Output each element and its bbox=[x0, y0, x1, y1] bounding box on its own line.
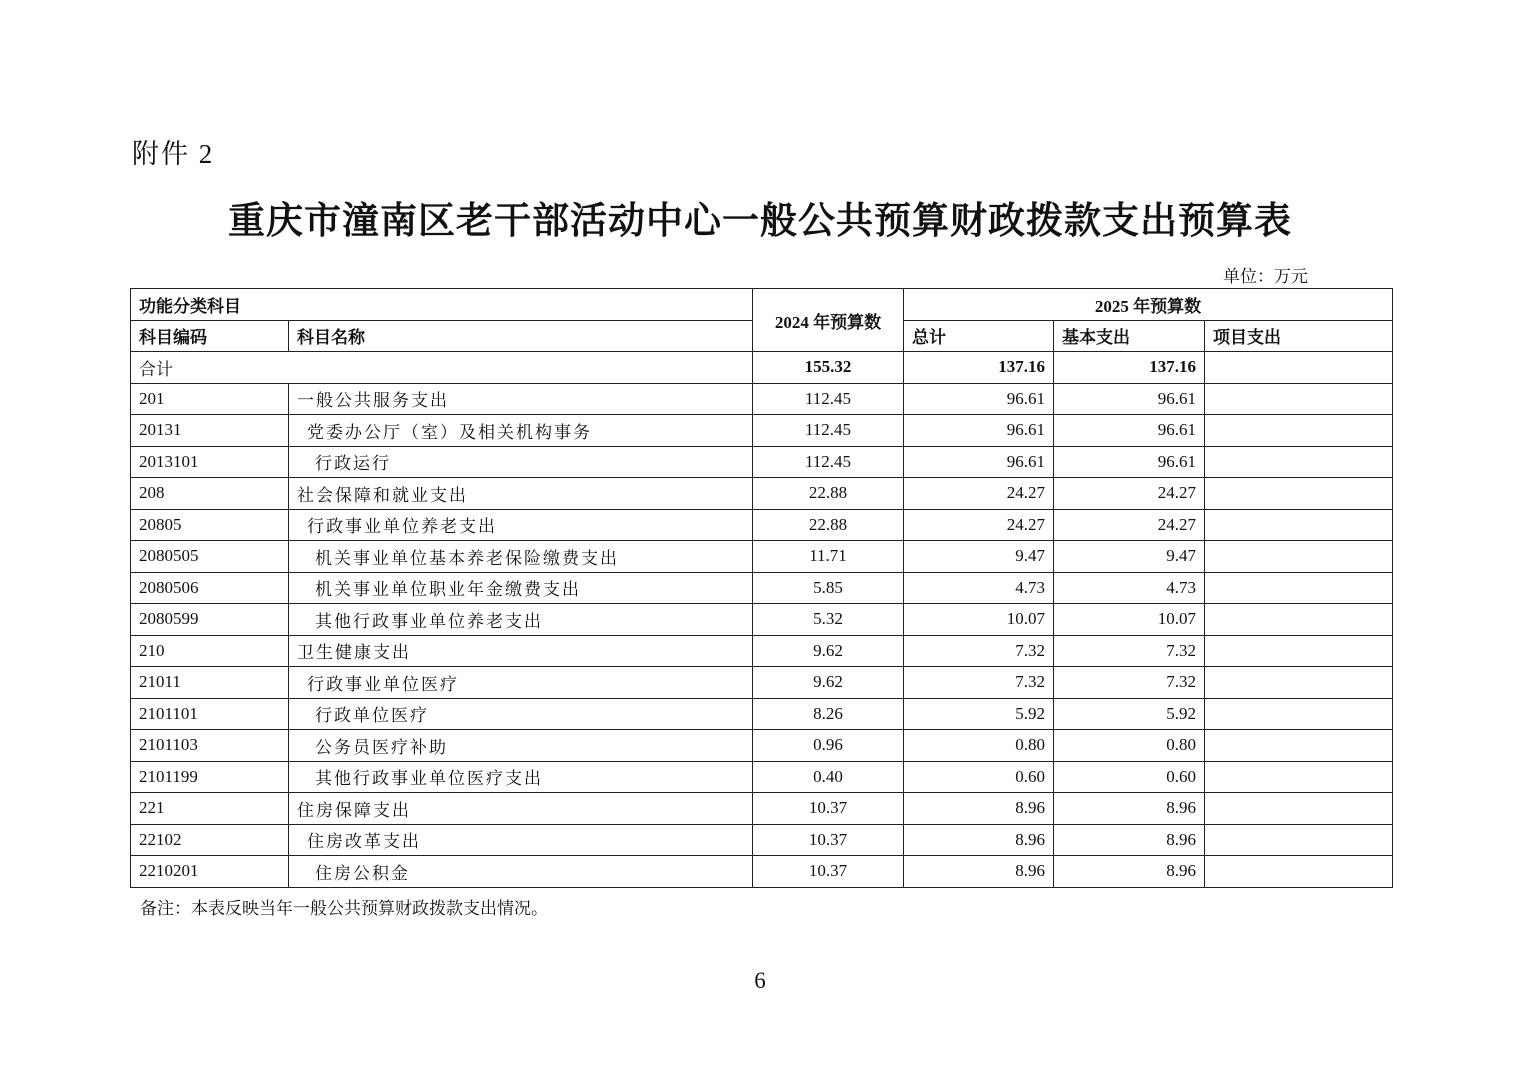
row-total: 7.32 bbox=[904, 667, 1054, 699]
table-row bbox=[131, 478, 1393, 510]
unit-label: 单位：万元 bbox=[1223, 267, 1308, 286]
row-basic: 24.27 bbox=[1054, 509, 1205, 541]
table-row bbox=[131, 698, 1393, 730]
row-budget-2024: 11.71 bbox=[753, 541, 904, 573]
row-project bbox=[1205, 793, 1393, 825]
row-budget-2024: 5.85 bbox=[753, 572, 904, 604]
row-name: 一般公共服务支出 bbox=[289, 383, 753, 415]
header-project: 项目支出 bbox=[1205, 320, 1393, 352]
total-label: 合计 bbox=[131, 352, 753, 384]
row-budget-2024: 8.26 bbox=[753, 698, 904, 730]
table-row bbox=[131, 446, 1393, 478]
header-total: 总计 bbox=[904, 320, 1054, 352]
row-total: 7.32 bbox=[904, 635, 1054, 667]
table-row bbox=[131, 761, 1393, 793]
budget-table bbox=[130, 288, 1393, 888]
page-number: 6 bbox=[754, 968, 766, 993]
row-budget-2024: 10.37 bbox=[753, 793, 904, 825]
row-budget-2024: 5.32 bbox=[753, 604, 904, 636]
row-name: 机关事业单位职业年金缴费支出 bbox=[289, 572, 753, 604]
row-code: 2210201 bbox=[131, 856, 289, 888]
header-code: 科目编码 bbox=[131, 320, 289, 352]
row-total: 8.96 bbox=[904, 856, 1054, 888]
row-project bbox=[1205, 446, 1393, 478]
row-name: 住房保障支出 bbox=[289, 793, 753, 825]
table-row bbox=[131, 572, 1393, 604]
row-project bbox=[1205, 383, 1393, 415]
table-row bbox=[131, 415, 1393, 447]
table-row bbox=[131, 856, 1393, 888]
row-basic: 24.27 bbox=[1054, 478, 1205, 510]
table-row bbox=[131, 509, 1393, 541]
row-name: 社会保障和就业支出 bbox=[289, 478, 753, 510]
row-total: 24.27 bbox=[904, 509, 1054, 541]
row-project bbox=[1205, 730, 1393, 762]
row-code: 2101101 bbox=[131, 698, 289, 730]
row-project bbox=[1205, 509, 1393, 541]
row-project bbox=[1205, 698, 1393, 730]
row-name: 行政单位医疗 bbox=[289, 698, 753, 730]
total-budget-2024: 155.32 bbox=[753, 352, 904, 384]
table-row bbox=[131, 667, 1393, 699]
row-total: 8.96 bbox=[904, 824, 1054, 856]
row-basic: 4.73 bbox=[1054, 572, 1205, 604]
row-total: 96.61 bbox=[904, 383, 1054, 415]
row-total: 96.61 bbox=[904, 446, 1054, 478]
row-budget-2024: 22.88 bbox=[753, 478, 904, 510]
row-basic: 96.61 bbox=[1054, 415, 1205, 447]
row-basic: 8.96 bbox=[1054, 793, 1205, 825]
row-project bbox=[1205, 572, 1393, 604]
row-basic: 7.32 bbox=[1054, 667, 1205, 699]
row-name: 卫生健康支出 bbox=[289, 635, 753, 667]
row-total: 5.92 bbox=[904, 698, 1054, 730]
table-row bbox=[131, 793, 1393, 825]
row-code: 221 bbox=[131, 793, 289, 825]
row-code: 210 bbox=[131, 635, 289, 667]
total-basic: 137.16 bbox=[1054, 352, 1205, 384]
row-name: 机关事业单位基本养老保险缴费支出 bbox=[289, 541, 753, 573]
row-basic: 0.80 bbox=[1054, 730, 1205, 762]
row-project bbox=[1205, 415, 1393, 447]
row-project bbox=[1205, 761, 1393, 793]
row-total: 0.80 bbox=[904, 730, 1054, 762]
row-budget-2024: 0.40 bbox=[753, 761, 904, 793]
row-basic: 96.61 bbox=[1054, 446, 1205, 478]
row-name: 其他行政事业单位医疗支出 bbox=[289, 761, 753, 793]
table-row bbox=[131, 383, 1393, 415]
row-code: 2080599 bbox=[131, 604, 289, 636]
row-code: 21011 bbox=[131, 667, 289, 699]
row-code: 20131 bbox=[131, 415, 289, 447]
header-basic: 基本支出 bbox=[1054, 320, 1205, 352]
page-title: 重庆市潼南区老干部活动中心一般公共预算财政拨款支出预算表 bbox=[228, 201, 1292, 242]
row-total: 24.27 bbox=[904, 478, 1054, 510]
total-row bbox=[131, 352, 1393, 384]
row-basic: 0.60 bbox=[1054, 761, 1205, 793]
table-body bbox=[131, 352, 1393, 888]
row-total: 96.61 bbox=[904, 415, 1054, 447]
row-name: 住房公积金 bbox=[289, 856, 753, 888]
row-code: 2101103 bbox=[131, 730, 289, 762]
header-row-1 bbox=[131, 289, 1393, 321]
row-name: 行政事业单位养老支出 bbox=[289, 509, 753, 541]
row-project bbox=[1205, 478, 1393, 510]
row-name: 党委办公厅（室）及相关机构事务 bbox=[289, 415, 753, 447]
row-basic: 9.47 bbox=[1054, 541, 1205, 573]
table-row bbox=[131, 635, 1393, 667]
row-basic: 5.92 bbox=[1054, 698, 1205, 730]
header-name: 科目名称 bbox=[289, 320, 753, 352]
row-total: 4.73 bbox=[904, 572, 1054, 604]
row-budget-2024: 22.88 bbox=[753, 509, 904, 541]
row-name: 住房改革支出 bbox=[289, 824, 753, 856]
total-project bbox=[1205, 352, 1393, 384]
row-project bbox=[1205, 856, 1393, 888]
row-budget-2024: 112.45 bbox=[753, 383, 904, 415]
row-budget-2024: 9.62 bbox=[753, 635, 904, 667]
row-name: 其他行政事业单位养老支出 bbox=[289, 604, 753, 636]
row-budget-2024: 112.45 bbox=[753, 446, 904, 478]
row-total: 9.47 bbox=[904, 541, 1054, 573]
header-budget-2024: 2024 年预算数 bbox=[753, 289, 904, 352]
row-code: 2013101 bbox=[131, 446, 289, 478]
row-project bbox=[1205, 541, 1393, 573]
row-project bbox=[1205, 604, 1393, 636]
table-row bbox=[131, 604, 1393, 636]
table-row bbox=[131, 824, 1393, 856]
row-code: 22102 bbox=[131, 824, 289, 856]
row-code: 201 bbox=[131, 383, 289, 415]
header-function-class: 功能分类科目 bbox=[131, 289, 753, 321]
row-basic: 7.32 bbox=[1054, 635, 1205, 667]
row-code: 2101199 bbox=[131, 761, 289, 793]
row-total: 10.07 bbox=[904, 604, 1054, 636]
row-code: 2080506 bbox=[131, 572, 289, 604]
row-total: 8.96 bbox=[904, 793, 1054, 825]
row-basic: 8.96 bbox=[1054, 824, 1205, 856]
row-project bbox=[1205, 824, 1393, 856]
header-budget-2025: 2025 年预算数 bbox=[904, 289, 1393, 321]
row-budget-2024: 9.62 bbox=[753, 667, 904, 699]
table-row bbox=[131, 541, 1393, 573]
row-basic: 96.61 bbox=[1054, 383, 1205, 415]
row-project bbox=[1205, 635, 1393, 667]
table-note: 备注：本表反映当年一般公共预算财政拨款支出情况。 bbox=[140, 899, 548, 918]
row-name: 行政事业单位医疗 bbox=[289, 667, 753, 699]
row-budget-2024: 112.45 bbox=[753, 415, 904, 447]
row-code: 208 bbox=[131, 478, 289, 510]
row-basic: 10.07 bbox=[1054, 604, 1205, 636]
row-budget-2024: 10.37 bbox=[753, 824, 904, 856]
row-name: 公务员医疗补助 bbox=[289, 730, 753, 762]
row-budget-2024: 0.96 bbox=[753, 730, 904, 762]
row-code: 20805 bbox=[131, 509, 289, 541]
attachment-label: 附件 2 bbox=[132, 139, 215, 169]
row-total: 0.60 bbox=[904, 761, 1054, 793]
row-project bbox=[1205, 667, 1393, 699]
row-code: 2080505 bbox=[131, 541, 289, 573]
row-name: 行政运行 bbox=[289, 446, 753, 478]
table-row bbox=[131, 730, 1393, 762]
row-budget-2024: 10.37 bbox=[753, 856, 904, 888]
total-total: 137.16 bbox=[904, 352, 1054, 384]
row-basic: 8.96 bbox=[1054, 856, 1205, 888]
